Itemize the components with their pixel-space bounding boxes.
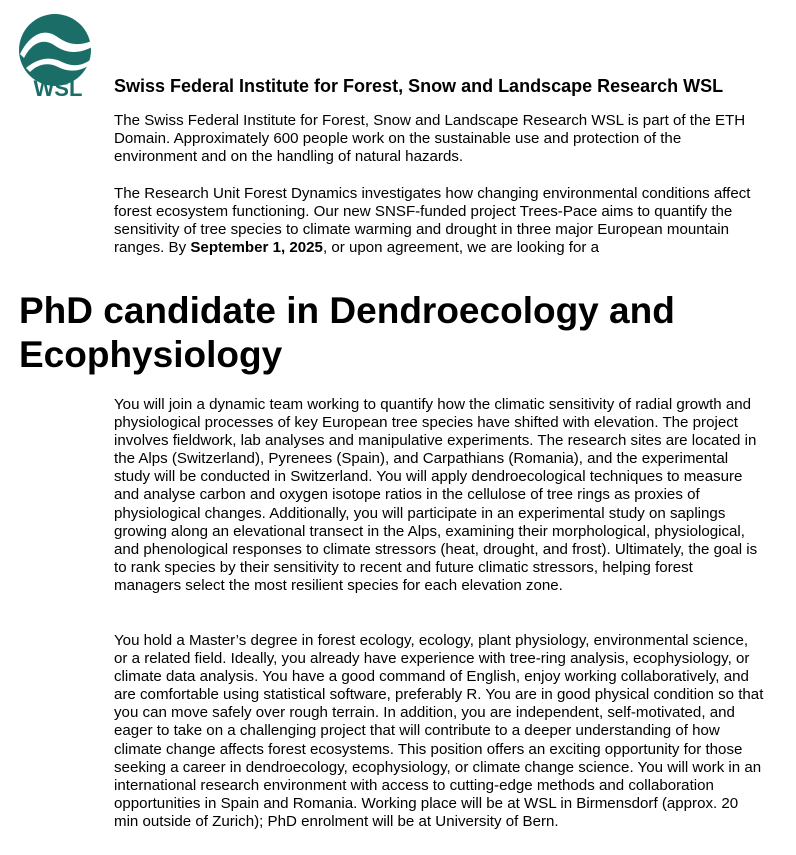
research-text: [114, 185, 764, 257]
requirements-text: You hold a Master’s degree in forest ecology, ecology, plant physiology, environmental science, or a related field. Ideally, you already have experience with tree-ring analysis, ecophysiology, or climate data analysis. You have a good command of English, enjoy working collaboratively, and are comfortable using statistical software, preferably R. You are in good physical condition so that you can move safely over rough terrain. In addition, you are independent, self-motivated, and eager to take on a challenging project that will contribute to a deeper understanding of how climate change affects forest ecosystems. This position offers an exciting opportunity for those seeking a career in dendroecology, ecophysiology, or climate change science. You will work in an international research environment with access to cutting-edge methods and collaboration opportunities in Spain and Romania. Working place will be at WSL in Birmensdorf (approx. 20 min outside of Zurich); PhD enrolment will be at University of Bern.: [114, 632, 764, 830]
research-text-end: , or upon agreement, we are looking for a: [322, 239, 599, 257]
logo-text: WSL: [33, 76, 83, 100]
job-description-paragraph: [114, 396, 764, 595]
intro-paragraph: [114, 112, 764, 166]
wsl-logo: [16, 10, 100, 100]
job-description-text: You will join a dynamic team working to quantify how the climatic sensitivity of radial growth and physiological processes of key European tree species have shifted with elevation. The project involves fieldwork, lab analyses and manipulative experiments. The research sites are located in the Alps (Switzerland), Pyrenees (Spain), and Carpathians (Romania), and the experimental study will be conducted in Switzerland. You will apply dendroecological techniques to measure and analyse carbon and oxygen isotope ratios in the cellulose of tree rings as proxies of physiological changes. Additionally, you will participate in an experimental study on saplings growing along an elevational transect in the Alps, examining their morphological, physiological, and phenological responses to climate stressors (heat, drought, and frost). Ultimately, the goal is to rank species by their sensitivity to recent and future climatic stressors, helping forest managers select the most resilient species for each elevation zone.: [114, 396, 758, 594]
requirements-paragraph: [114, 632, 764, 831]
job-title: PhD candidate in Dendroecology and Ecophysiology: [19, 290, 675, 375]
organization-title: Swiss Federal Institute for Forest, Snow and Landscape Research WSL: [114, 76, 724, 96]
research-text-start: The Research Unit Forest Dynamics investigates how changing environmental conditions affect forest ecosystem functioning. Our new SNSF-funded project Trees-Pace aims to quantify the sensitivity of tree species to climate warming and drought in three major European mountain ranges. By: [114, 185, 751, 257]
about-text: The Swiss Federal Institute for Forest, Snow and Landscape Research WSL is part of the ETH Domain. Approximately 600 people work on the sustainable use and protection of the environment and on the handling of natural hazards.: [114, 112, 746, 166]
research-paragraph: [114, 185, 764, 257]
start-date: September 1, 2025: [190, 239, 323, 257]
wsl-logo-icon: [16, 10, 100, 100]
